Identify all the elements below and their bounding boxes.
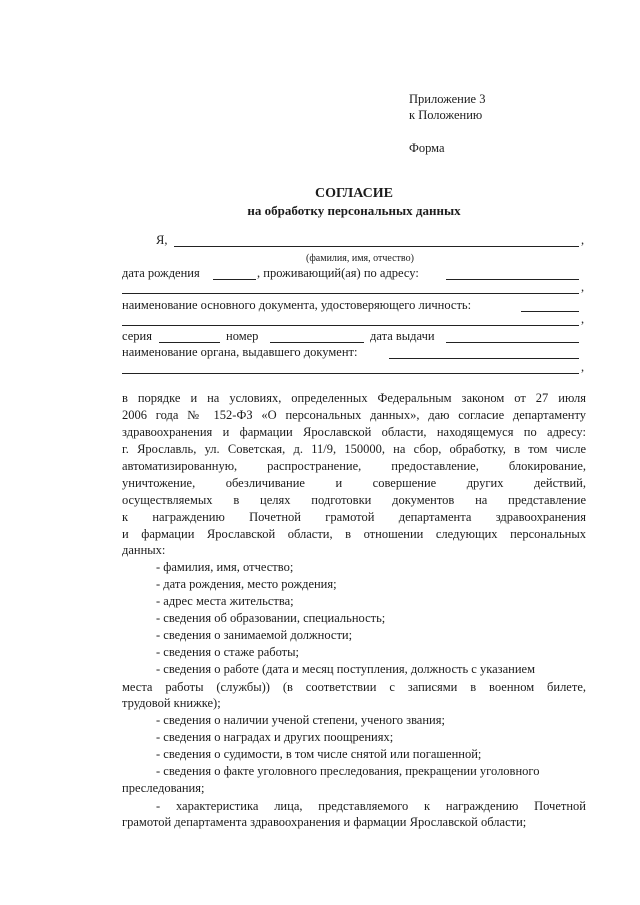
body-line-1: в порядке и на условиях, определенных Федеральным законом от 27 июля bbox=[122, 391, 586, 405]
fullname-line[interactable] bbox=[174, 246, 579, 247]
body-line-9: и фармации Ярославской области, в отношении следующих персональных bbox=[122, 527, 586, 541]
comma-4: , bbox=[581, 360, 585, 374]
address-line-2[interactable] bbox=[122, 293, 579, 294]
id-document-line[interactable] bbox=[521, 311, 579, 312]
series-line[interactable] bbox=[159, 342, 220, 343]
address-line[interactable] bbox=[446, 279, 579, 280]
series-label: серия bbox=[122, 329, 152, 343]
form-label: Форма bbox=[409, 141, 445, 155]
body-line-10: данных: bbox=[122, 543, 166, 557]
comma-1: , bbox=[581, 233, 585, 247]
body-line-8: к награждению Почетной грамотой департамента здравоохранения bbox=[122, 510, 586, 524]
list-item: - сведения об образовании, специальность; bbox=[156, 611, 386, 625]
list-item: - сведения о стаже работы; bbox=[156, 645, 300, 659]
list-item: - фамилия, имя, отчество; bbox=[156, 560, 294, 574]
list-item: - сведения о судимости, в том числе снятой или погашенной; bbox=[156, 747, 482, 761]
list-item: - сведения о наградах и других поощрениях; bbox=[156, 730, 394, 744]
address-label: , проживающий(ая) по адресу: bbox=[257, 266, 419, 280]
body-line-7: осуществляемых в целях подготовки документов на представление bbox=[122, 493, 586, 507]
body-line-4: г. Ярославль, ул. Советская, д. 11/9, 150000, на сбор, обработку, в том числе bbox=[122, 442, 586, 456]
comma-3: , bbox=[581, 312, 585, 326]
number-label: номер bbox=[226, 329, 259, 343]
list-item-continued: грамотой департамента здравоохранения и фармации Ярославской области; bbox=[122, 815, 527, 829]
list-item-continued: трудовой книжке); bbox=[122, 696, 221, 710]
list-item: - характеристика лица, представляемого к награждению Почетной bbox=[156, 799, 586, 813]
fullname-caption: (фамилия, имя, отчество) bbox=[306, 253, 414, 264]
id-document-line-2[interactable] bbox=[122, 325, 579, 326]
list-item: - сведения о наличии ученой степени, ученого звания; bbox=[156, 713, 445, 727]
appendix-reference: к Положению bbox=[409, 108, 483, 122]
body-line-2: 2006 года № 152-ФЗ «О персональных данных», даю согласие департаменту bbox=[122, 408, 586, 422]
label-i: Я, bbox=[156, 233, 168, 247]
number-line[interactable] bbox=[270, 342, 364, 343]
list-item: - сведения о факте уголовного преследования, прекращении уголовного bbox=[156, 764, 540, 778]
list-item: - сведения о занимаемой должности; bbox=[156, 628, 353, 642]
body-line-3: здравоохранения и фармации Ярославской области, находящемуся по адресу: bbox=[122, 425, 586, 439]
issue-date-label: дата выдачи bbox=[370, 329, 435, 343]
id-document-label: наименование основного документа, удостоверяющего личность: bbox=[122, 298, 472, 312]
body-line-6: уничтожение, обезличивание и совершение других действий, bbox=[122, 476, 586, 490]
birthdate-label: дата рождения bbox=[122, 266, 200, 280]
issuer-label: наименование органа, выдавшего документ: bbox=[122, 345, 358, 359]
body-line-5: автоматизированную, распространение, предоставление, блокирование, bbox=[122, 459, 586, 473]
issue-date-line[interactable] bbox=[446, 342, 579, 343]
appendix-number: Приложение 3 bbox=[409, 92, 486, 106]
list-item: - адрес места жительства; bbox=[156, 594, 294, 608]
document-subtitle: на обработку персональных данных bbox=[247, 203, 461, 218]
birthdate-line[interactable] bbox=[213, 279, 256, 280]
comma-2: , bbox=[581, 280, 585, 294]
issuer-line-2[interactable] bbox=[122, 373, 579, 374]
list-item: - сведения о работе (дата и месяц поступления, должность с указанием bbox=[156, 662, 535, 676]
issuer-line[interactable] bbox=[389, 358, 579, 359]
document-title: СОГЛАСИЕ bbox=[315, 186, 393, 201]
list-item-continued: преследования; bbox=[122, 781, 205, 795]
list-item: - дата рождения, место рождения; bbox=[156, 577, 337, 591]
list-item-continued: места работы (службы)) (в соответствии с записями в военном билете, bbox=[122, 680, 586, 694]
